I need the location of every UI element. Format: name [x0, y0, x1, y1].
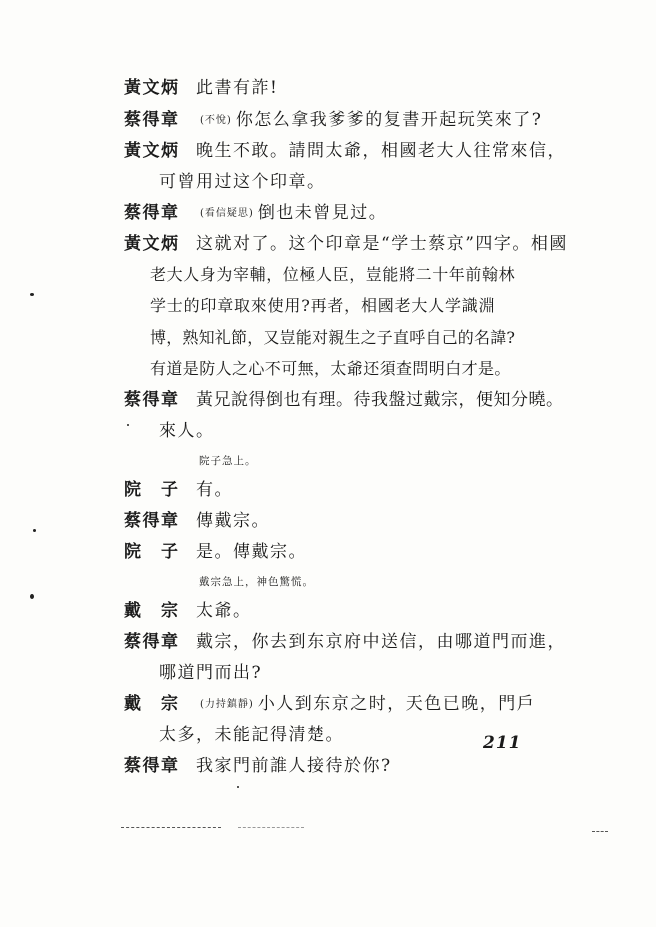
dialogue-text: 太爺。 [196, 601, 252, 621]
speaker-name: 黃文炳 [124, 141, 180, 161]
dialogue-text: 太多，未能記得清楚。 [159, 725, 344, 745]
dialogue-continuation [159, 420, 215, 442]
dialogue-text: 哪道門而出? [159, 663, 263, 683]
speaker-name: 戴 宗 [124, 601, 180, 621]
scan-speck [30, 293, 34, 296]
dialogue-text: 你怎么拿我爹爹的复書开起玩笑來了? [235, 110, 543, 130]
stage-direction: 院子急上。 [199, 455, 257, 467]
dialogue-text: 晚生不敢。請問太爺，相國老大人往常來信， [196, 141, 566, 161]
dialogue-text: 此書有詐! [196, 78, 279, 98]
speaker-name: 院 子 [124, 542, 180, 562]
scan-speck [33, 529, 36, 532]
dialogue-line [124, 233, 568, 255]
dialogue-continuation [159, 724, 344, 746]
dialogue-text: 这就对了。这个印章是“学士蔡京”四字。相國 [196, 234, 568, 254]
speaker-name: 戴 宗 [124, 694, 180, 714]
speaker-name: 蔡得章 [124, 110, 180, 130]
dialogue-continuation [150, 264, 515, 286]
dialogue-text: 黃兄說得倒也有理。待我盤过戴宗，便知分曉。 [196, 390, 564, 410]
dialogue-text: 戴宗，你去到东京府中送信，由哪道門而進， [196, 632, 566, 652]
scan-rule [121, 827, 221, 829]
scan-rule [238, 827, 304, 829]
speaker-name: 蔡得章 [124, 756, 180, 776]
dialogue-continuation [150, 358, 511, 380]
dialogue-line [124, 202, 387, 225]
dialogue-text: 是。傳戴宗。 [196, 542, 307, 562]
dialogue-line [124, 693, 535, 716]
dialogue-text: 有。 [196, 480, 233, 500]
dialogue-text: 有道是防人之心不可無，太爺还須查問明白才是。 [150, 359, 511, 378]
speaker-name: 黃文炳 [124, 234, 180, 254]
dialogue-line [124, 479, 233, 501]
dialogue-line [124, 541, 307, 563]
stage-direction-inline: (看信疑思) [200, 208, 254, 219]
stage-direction-inline: (不悅) [200, 115, 232, 126]
dialogue-text: 我家門前誰人接待於你? [196, 756, 392, 776]
dialogue-text: 小人到东京之时，天色已晚，門戶 [257, 694, 536, 714]
dialogue-line [124, 510, 270, 532]
dialogue-text: 來人。 [159, 421, 215, 441]
scan-speck [127, 424, 129, 426]
dialogue-text: 学士的印章取來使用?再者，相國老大人学識淵 [150, 296, 496, 315]
dialogue-text: 傳戴宗。 [196, 511, 270, 531]
speaker-name: 蔡得章 [124, 390, 180, 410]
dialogue-line [124, 755, 392, 777]
dialogue-continuation [159, 171, 326, 193]
dialogue-line [124, 109, 542, 132]
dialogue-text: 老大人身为宰輔，位極人臣，豈能將二十年前翰林 [150, 265, 516, 284]
speaker-name: 蔡得章 [124, 203, 180, 223]
dialogue-text: 可曾用过这个印章。 [159, 172, 326, 192]
dialogue-continuation [150, 327, 515, 349]
page-number: 211 [483, 733, 522, 753]
speaker-name: 院 子 [124, 480, 180, 500]
dialogue-line [124, 600, 252, 622]
dialogue-line [124, 631, 566, 653]
dialogue-text: 倒也未曾見过。 [257, 203, 388, 223]
dialogue-line [124, 77, 278, 99]
scan-speck [237, 786, 239, 788]
scan-rule [592, 831, 608, 833]
dialogue-line [124, 140, 566, 162]
dialogue-continuation [150, 295, 495, 317]
dialogue-text: 博，熟知礼節，又豈能对親生之子直呼自己的名諱? [150, 328, 516, 347]
dialogue-continuation [159, 662, 262, 684]
scan-speck [30, 594, 34, 599]
stage-direction-inline: (力持鎮靜) [200, 699, 254, 710]
speaker-name: 蔡得章 [124, 632, 180, 652]
dialogue-line [124, 389, 564, 411]
speaker-name: 蔡得章 [124, 511, 180, 531]
speaker-name: 黃文炳 [124, 78, 180, 98]
stage-direction: 戴宗急上，神色驚慌。 [199, 576, 314, 588]
